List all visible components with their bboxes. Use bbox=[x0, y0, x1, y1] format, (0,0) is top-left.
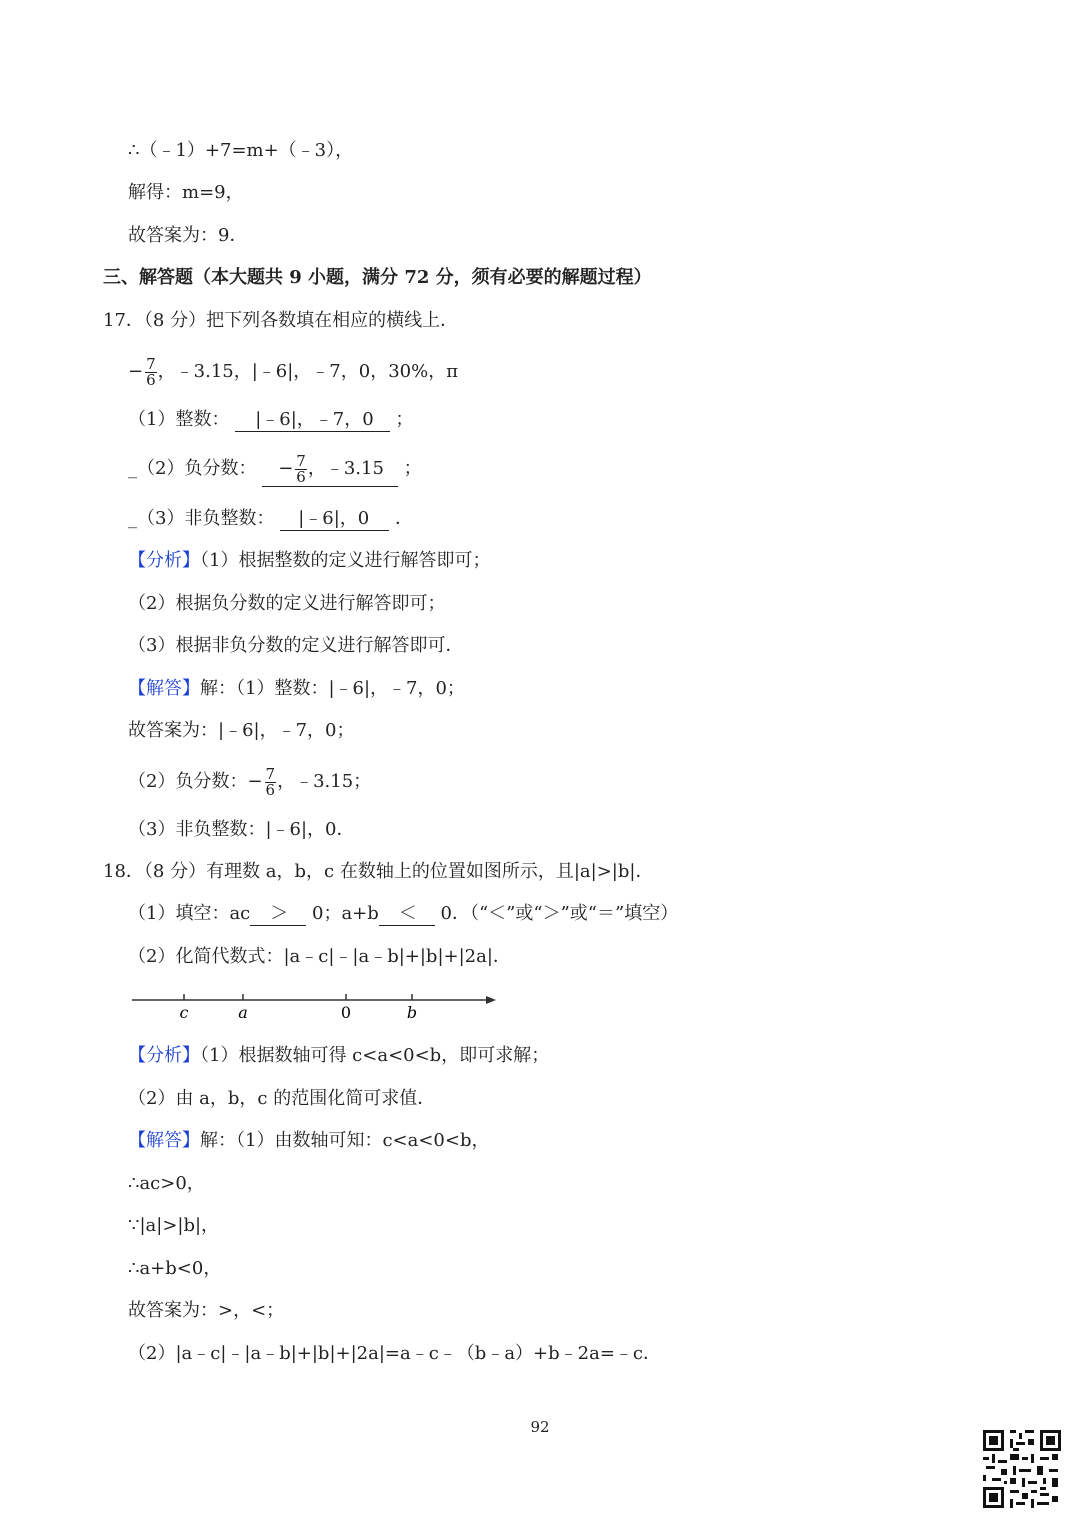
answer-tag: 【解答】 bbox=[128, 678, 200, 699]
q17-part2 bbox=[128, 452, 422, 487]
semicolon: ； bbox=[395, 409, 414, 430]
q17-solution-2-label: （2）负分数： bbox=[128, 771, 248, 792]
answer-tag: 【解答】 bbox=[128, 1130, 200, 1151]
text-line: 故答案为：|﹣6|，﹣7，0； bbox=[128, 720, 355, 741]
q18-answer-2: ＜ bbox=[379, 903, 435, 926]
fraction-numerator: 7 bbox=[296, 451, 306, 470]
q17-part1-label: （1）整数： bbox=[128, 409, 230, 430]
analysis-tag: 【分析】 bbox=[128, 1045, 200, 1066]
q18-part1-c: 0．（“＜”或“＞”或“＝”填空） bbox=[440, 903, 679, 924]
q18-solution-1: 解：（1）由数轴可知：c<a<0<b， bbox=[200, 1130, 490, 1151]
text-line: （3）非负整数：|﹣6|，0． bbox=[128, 819, 355, 840]
question-17: 17．（8 分）把下列各数填在相应的横线上． bbox=[103, 310, 459, 331]
text-line: ∴ac>0， bbox=[128, 1173, 205, 1194]
q17-part2-answer bbox=[262, 452, 398, 487]
q17-numbers-rest: ，﹣3.15，|﹣6|，﹣7，0，30%，π bbox=[157, 361, 459, 382]
semicolon: ； bbox=[403, 458, 422, 479]
q17-part3-label: _（3）非负整数： bbox=[128, 508, 275, 529]
text-line: （3）根据非负分数的定义进行解答即可． bbox=[128, 635, 464, 656]
text-line: 故答案为：9． bbox=[128, 225, 248, 246]
text-line: （2）由 a，b，c 的范围化简可求值． bbox=[128, 1088, 436, 1109]
fraction-denominator: 6 bbox=[265, 780, 276, 799]
section-heading: 三、解答题（本大题共 9 小题，满分 72 分，须有必要的解题过程） bbox=[103, 267, 652, 288]
fraction bbox=[145, 354, 157, 389]
fraction-numerator: 7 bbox=[146, 354, 156, 373]
text-line: （2）|a﹣c|﹣|a﹣b|+|b|+|2a|=a﹣c﹣（b﹣a）+b﹣2a=﹣c． bbox=[128, 1343, 662, 1364]
text-line: ∴a+b<0， bbox=[128, 1258, 222, 1279]
question-18: 18．（8 分）有理数 a，b，c 在数轴上的位置如图所示，且|a|>|b|． bbox=[103, 861, 654, 882]
q17-part2-label: _（2）负分数： bbox=[128, 458, 257, 479]
q18-solution bbox=[128, 1129, 489, 1153]
text-line: 故答案为：>，<； bbox=[128, 1300, 285, 1321]
label-c: c bbox=[179, 1003, 189, 1022]
number-line bbox=[130, 988, 500, 1022]
text-line: 解得：m=9， bbox=[128, 182, 244, 203]
text-line: ∴（﹣1）+7=m+（﹣3）， bbox=[128, 140, 354, 161]
q18-analysis bbox=[128, 1044, 549, 1068]
q17-part1-answer: |﹣6|，﹣7，0 bbox=[235, 409, 390, 432]
q17-part3-answer: |﹣6|，0 bbox=[280, 508, 389, 531]
axis-arrow bbox=[486, 996, 496, 1004]
q18-answer-1: ＞ bbox=[250, 903, 306, 926]
q18-analysis-1: （1）根据数轴可得 c<a<0<b，即可求解； bbox=[200, 1045, 550, 1066]
label-a: a bbox=[238, 1003, 248, 1022]
period: ． bbox=[394, 508, 413, 529]
q17-solution-1: 解：（1）整数：|﹣6|，﹣7，0； bbox=[200, 678, 465, 699]
q17-part2-answer-rest: ，﹣3.15 bbox=[307, 458, 384, 479]
text-line: ∵|a|>|b|， bbox=[128, 1215, 220, 1236]
q18-part1-a: （1）填空：ac bbox=[128, 903, 251, 924]
q17-analysis bbox=[128, 549, 490, 573]
qr-code-icon bbox=[983, 1430, 1061, 1508]
fraction bbox=[295, 451, 307, 486]
fraction-denominator: 6 bbox=[146, 370, 156, 389]
fraction-denominator: 6 bbox=[296, 467, 306, 486]
q18-part1 bbox=[128, 902, 678, 926]
fraction-numerator: 7 bbox=[265, 764, 276, 783]
q17-solution-2 bbox=[128, 765, 371, 799]
q17-part1 bbox=[128, 408, 413, 432]
q17-numbers bbox=[128, 355, 458, 389]
q17-part3 bbox=[128, 507, 413, 531]
minus-sign: − bbox=[247, 771, 263, 792]
fraction bbox=[265, 764, 277, 799]
label-0: 0 bbox=[340, 1003, 352, 1022]
analysis-tag: 【分析】 bbox=[128, 550, 200, 571]
minus-sign: − bbox=[128, 361, 144, 382]
text-line: （2）根据负分数的定义进行解答即可； bbox=[128, 593, 446, 614]
q17-analysis-1: （1）根据整数的定义进行解答即可； bbox=[200, 550, 491, 571]
q17-solution bbox=[128, 677, 465, 701]
text-line: （2）化简代数式：|a﹣c|﹣|a﹣b|+|b|+|2a|． bbox=[128, 946, 511, 967]
q18-part1-b: 0；a+b bbox=[312, 903, 379, 924]
minus-sign: − bbox=[278, 458, 294, 479]
label-b: b bbox=[406, 1003, 418, 1022]
page-number: 92 bbox=[530, 1418, 550, 1436]
q17-solution-2-rest: ，﹣3.15； bbox=[277, 771, 372, 792]
